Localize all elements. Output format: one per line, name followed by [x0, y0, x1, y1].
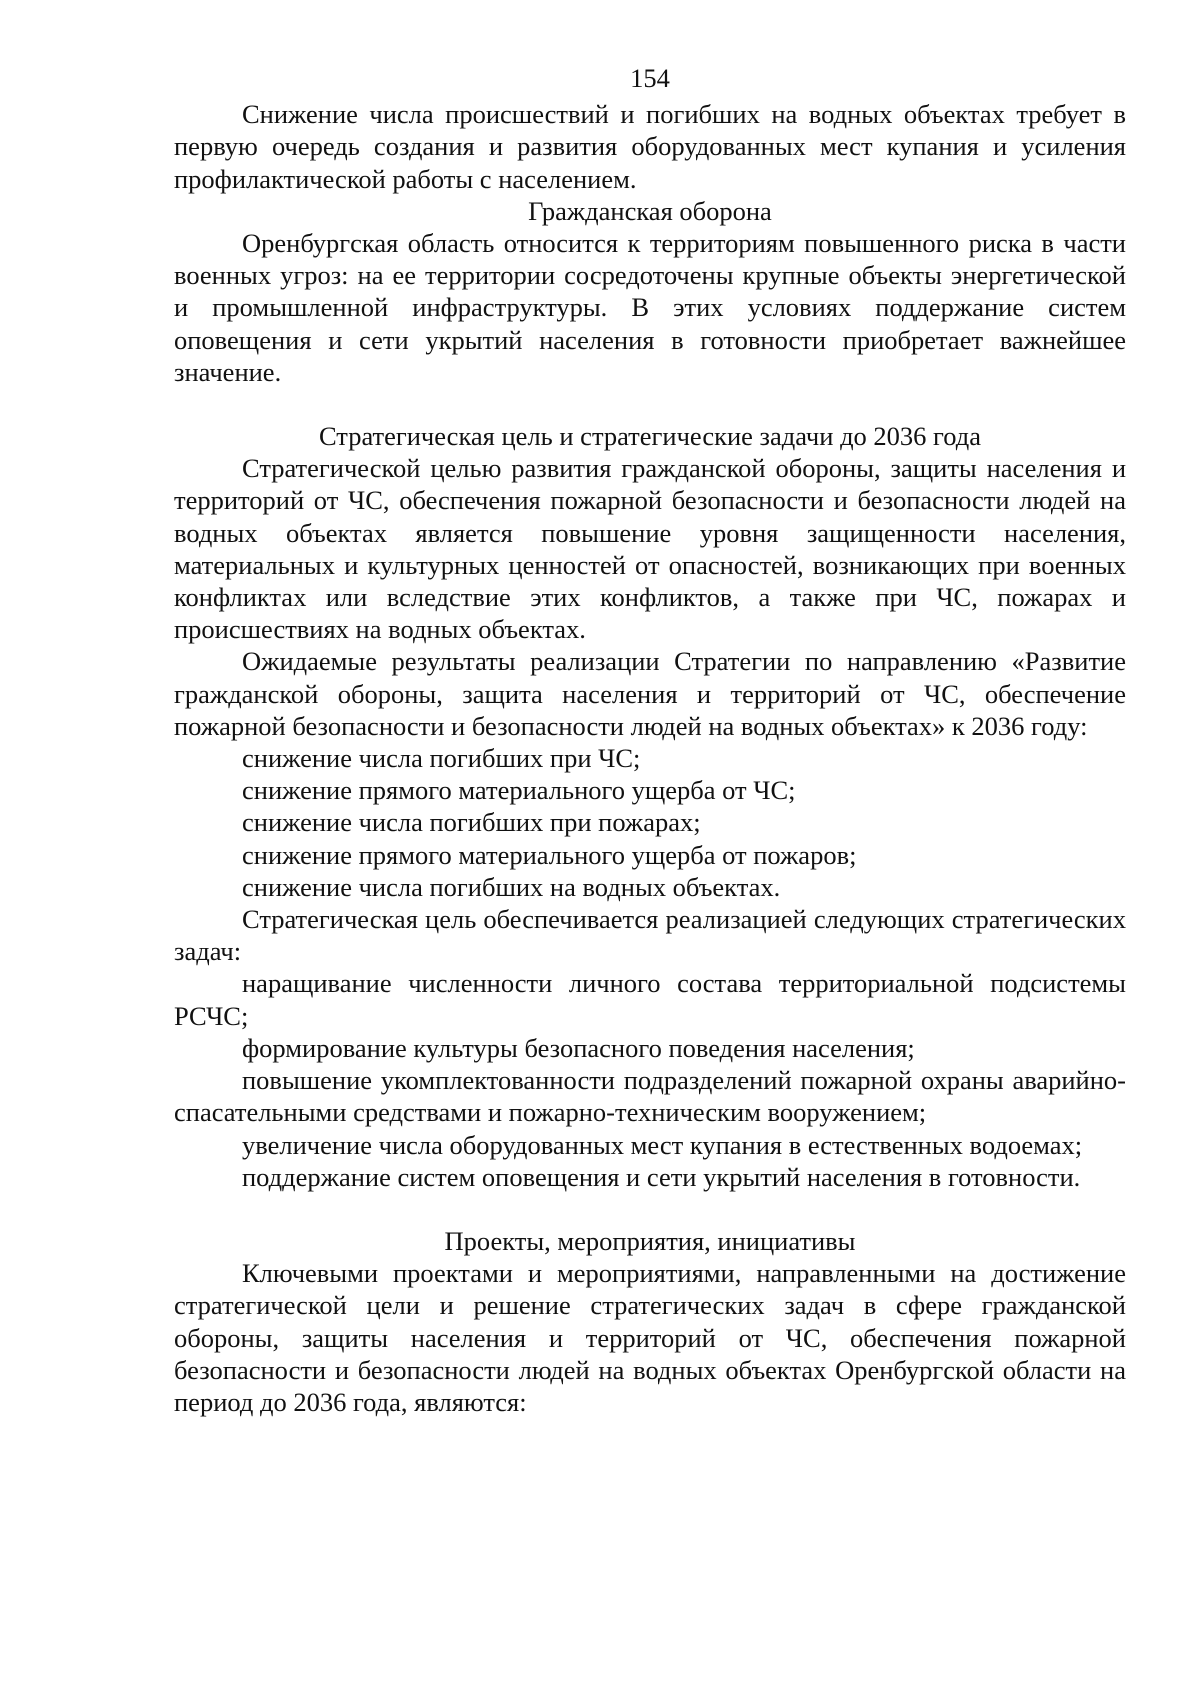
task-item: поддержание систем оповещения и сети укрытий населения в готовности. [242, 1161, 1081, 1192]
paragraph-key-projects: Ключевыми проектами и мероприятиями, направленными на достижение стратегической цели и решение стратегических задач в сфере гражданской обороны, защиты населения и территорий от ЧС, обеспечения пожарной безопасности и безопасности людей на водных объектах Оренбургской области на период до 2036 года, являются: [174, 1258, 1126, 1417]
paragraph-strategic-goal: Стратегической целью развития гражданской обороны, защиты населения и территорий от ЧС, обеспечения пожарной безопасности и безопасности людей на водных объектах является повышение уровня защищенности населения, материальных и культурных ценностей от опасностей, возникающих при военных конфликтах или вследствие этих конфликтов, а также при ЧС, пожарах и происшествиях на водных объектах. [174, 453, 1126, 645]
spacer [174, 1193, 1126, 1225]
result-item: снижение числа погибших на водных объектах. [242, 871, 781, 902]
paragraph-expected-results: Ожидаемые результаты реализации Стратегии по направлению «Развитие гражданской обороны, защита населения и территорий от ЧС, обеспечение пожарной безопасности и безопасности людей на водных объектах» к 2036 году: [174, 646, 1126, 741]
paragraph-water-incidents: Снижение числа происшествий и погибших на водных объектах требует в первую очередь создания и развития оборудованных мест купания и усиления профилактической работы с населением. [174, 99, 1126, 194]
paragraph-strategic-tasks-intro: Стратегическая цель обеспечивается реализацией следующих стратегических задач: [174, 904, 1126, 967]
result-item: снижение прямого материального ущерба от пожаров; [242, 839, 857, 870]
task-item: наращивание численности личного состава территориальной подсистемы РСЧС; [174, 968, 1126, 1031]
result-item: снижение числа погибших при пожарах; [242, 807, 701, 838]
heading-strategic-goal: Стратегическая цель и стратегические задачи до 2036 года [318, 421, 981, 452]
document-page [174, 62, 1126, 1418]
paragraph-military-threats: Оренбургская область относится к территориям повышенного риска в части военных угроз: на ее территории сосредоточены крупные объекты энергетической и промышленной инфраструктуры. В этих условиях поддержание систем оповещения и сети укрытий населения в готовности приобретает важнейшее значение. [174, 228, 1126, 387]
heading-civil-defense: Гражданская оборона [528, 195, 772, 226]
result-item: снижение прямого материального ущерба от ЧС; [242, 775, 796, 806]
task-item: увеличение числа оборудованных мест купания в естественных водоемах; [242, 1129, 1083, 1160]
result-item: снижение числа погибших при ЧС; [242, 743, 641, 774]
task-item: формирование культуры безопасного поведения населения; [242, 1032, 915, 1063]
task-item: повышение укомплектованности подразделений пожарной охраны аварийно-спасательными средствами и пожарно-техническим вооружением; [174, 1065, 1126, 1128]
page-number: 154 [630, 63, 670, 93]
spacer [174, 388, 1126, 420]
heading-projects: Проекты, мероприятия, инициативы [444, 1225, 856, 1256]
